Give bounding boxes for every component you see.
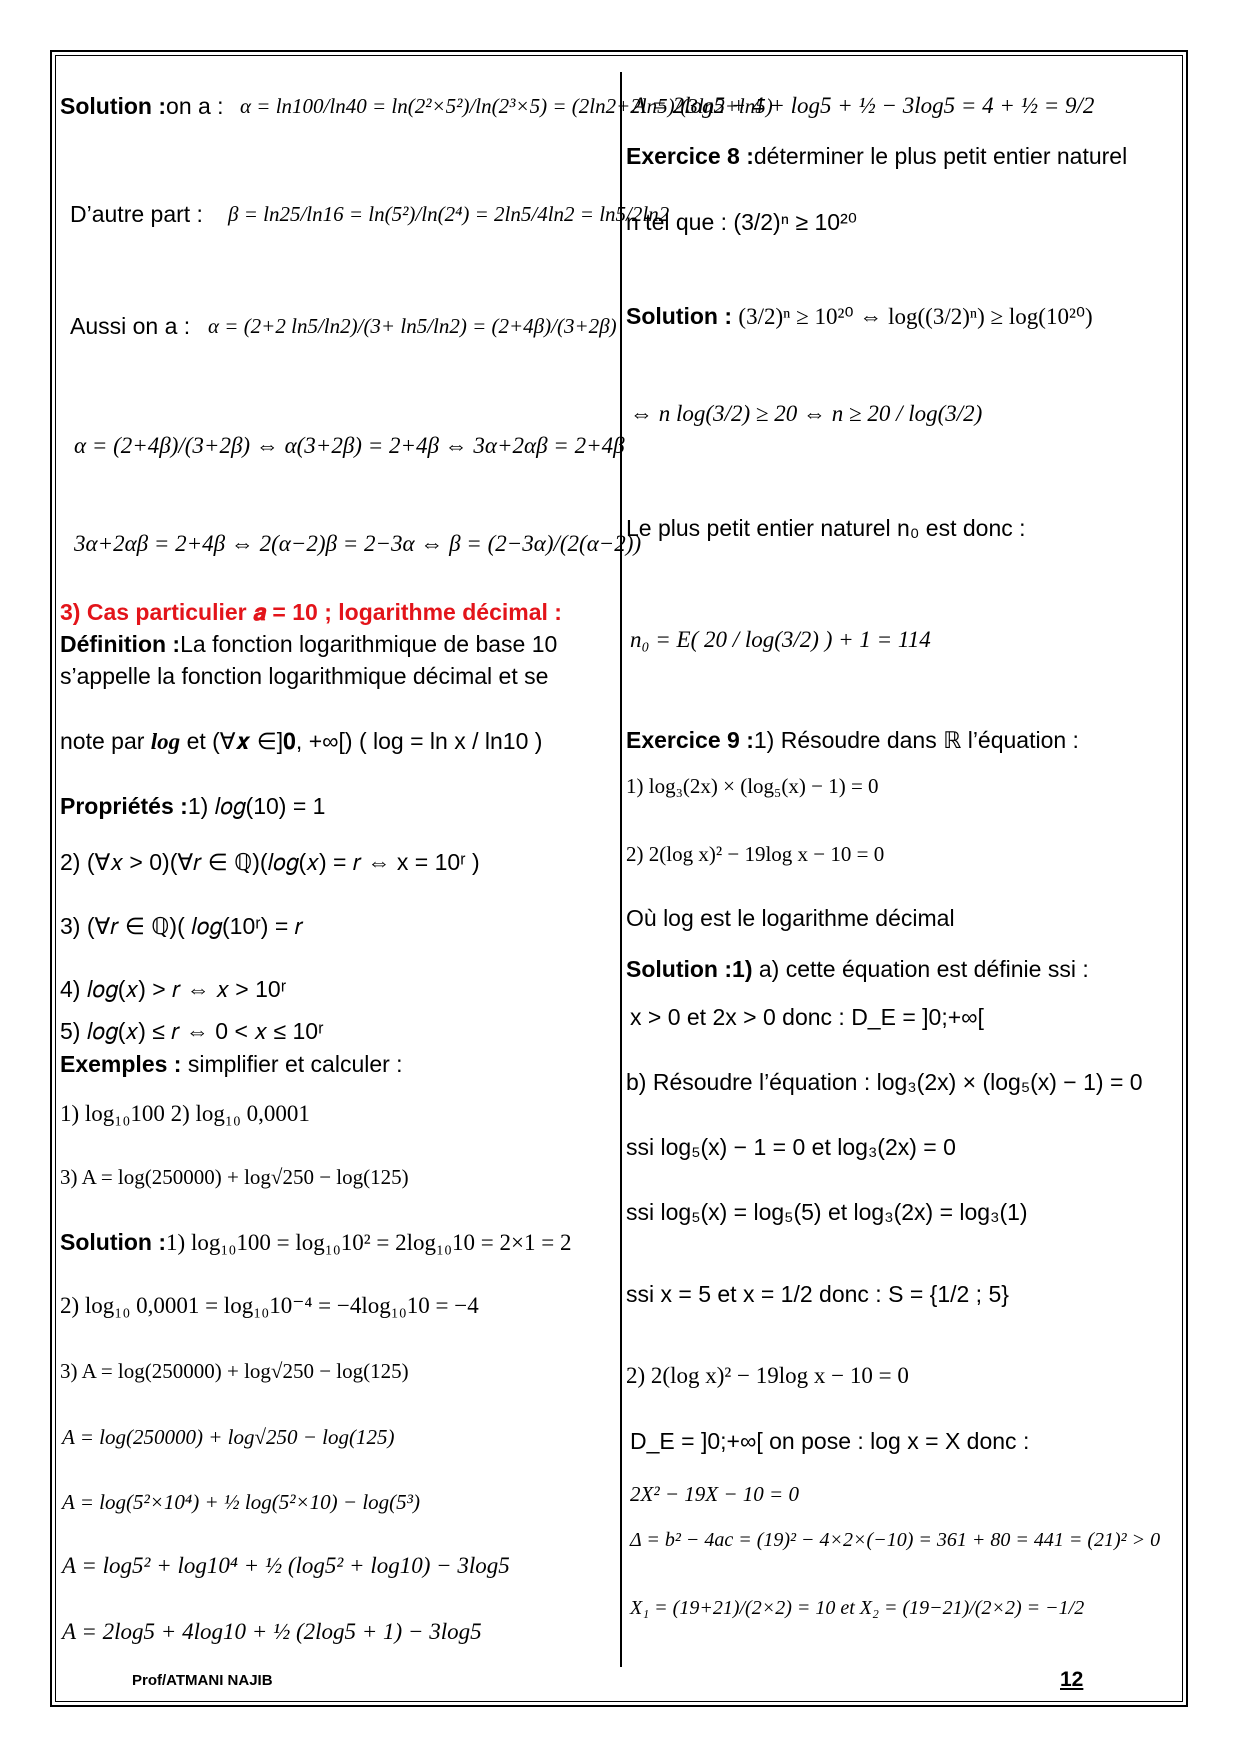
solution-9-label: Solution :1) bbox=[626, 956, 753, 982]
solution-9-line bbox=[626, 955, 1089, 983]
n0-text: Le plus petit entier naturel n₀ est donc : bbox=[626, 515, 1026, 541]
solution-8-line-2: ⇔ n log(3/2) ≥ 20 ⇔ n ≥ 20 / log(3/2) bbox=[630, 401, 983, 426]
solution-9-roots: X₁ = (19+21)/(2×2) = 10 et X₂ = (19−21)/(2×2) = −1/2 bbox=[630, 1597, 1085, 1619]
definition-line-1 bbox=[60, 630, 557, 658]
definition-label: Définition : bbox=[60, 631, 181, 657]
beta-label: D’autre part : bbox=[70, 201, 203, 227]
exercise-8-line-2: n tel que : (3/2)ⁿ ≥ 10²⁰ bbox=[626, 209, 857, 235]
solution-9-ssi-3: ssi x = 5 et x = 1/2 donc : S = {1/2 ; 5} bbox=[626, 1281, 1009, 1307]
page-frame bbox=[50, 50, 1188, 1707]
text: 1) Résoudre dans ℝ l’équation : bbox=[753, 727, 1079, 753]
solution-9-part-2: 2) 2(log x)² − 19log x − 10 = 0 bbox=[626, 1363, 909, 1388]
examples-line bbox=[60, 1050, 403, 1078]
solution-9-b: b) Résoudre l’équation : log₃(2x) × (log₅(x) − 1) = 0 bbox=[626, 1069, 1143, 1095]
solution-label-2: Solution : bbox=[60, 1229, 167, 1255]
exercise-9-note: Où log est le logarithme décimal bbox=[626, 905, 955, 931]
definition-line-2: s’appelle la fonction logarithmique décimal et se bbox=[60, 663, 549, 689]
text: log bbox=[150, 729, 181, 754]
solution-1 bbox=[60, 1228, 571, 1257]
exercise-8-line-1 bbox=[626, 142, 1127, 170]
beta-equation: β = ln25/ln16 = ln(5²)/ln(2⁴) = 2ln5/4ln2 = ln5/2ln2 bbox=[228, 202, 670, 226]
solution-6: A = log5² + log10⁴ + ½ (log5² + log10) − 3log5 bbox=[62, 1553, 510, 1578]
a-result: A = 2log5 + 4 + log5 + ½ − 3log5 = 4 + ½ = 9/2 bbox=[632, 93, 1095, 118]
n0-equation: n₀ = E( 20 / log(3/2) ) + 1 = 114 bbox=[630, 627, 931, 652]
solution-8-label: Solution : bbox=[626, 303, 733, 329]
solution-9-domain: x > 0 et 2x > 0 donc : D_E = ]0;+∞[ bbox=[630, 1004, 984, 1030]
examples-label: Exemples : bbox=[60, 1051, 182, 1077]
solution-9-ssi-2: ssi log₅(x) = log₅(5) et log₃(2x) = log₃(1) bbox=[626, 1199, 1028, 1225]
property-4: 4) 𝑙𝑜𝑔(𝑥) > 𝑟 ⇔ 𝑥 > 10ʳ bbox=[60, 976, 287, 1002]
alpha2-label: Aussi on a : bbox=[70, 313, 191, 339]
text: 1) log₁₀100 = log₁₀10² = 2log₁₀10 = 2×1 = 2 bbox=[166, 1230, 572, 1255]
solution-alpha bbox=[60, 92, 224, 120]
property-3: 3) (∀𝑟 ∈ ℚ)( 𝑙𝑜𝑔(10ʳ) = 𝑟 bbox=[60, 913, 303, 939]
equivalence-line-1: α = (2+4β)/(3+2β) ⇔ α(3+2β) = 2+4β ⇔ 3α+2αβ = 2+4β bbox=[74, 433, 625, 458]
solution-5: A = log(5²×10⁴) + ½ log(5²×10) − log(5³) bbox=[62, 1490, 420, 1514]
text: simplifier et calculer : bbox=[181, 1051, 403, 1077]
text: déterminer le plus petit entier naturel bbox=[753, 143, 1128, 169]
solution-9-delta: Δ = b² − 4ac = (19)² − 4×2×(−10) = 361 + 80 = 441 = (21)² > 0 bbox=[630, 1529, 1161, 1551]
text: a) cette équation est définie ssi : bbox=[752, 956, 1089, 982]
solution-9-pose: D_E = ]0;+∞[ on pose : log x = X donc : bbox=[630, 1428, 1030, 1454]
page-number: 12 bbox=[1060, 1668, 1084, 1691]
text: (3/2)ⁿ ≥ 10²⁰ ⇔ log((3/2)ⁿ) ≥ log(10²⁰) bbox=[738, 304, 1093, 329]
properties-label: Propriétés : bbox=[60, 793, 188, 819]
solution-7: A = 2log5 + 4log10 + ½ (2log5 + 1) − 3log5 bbox=[62, 1619, 482, 1644]
solution-label: Solution : bbox=[60, 93, 167, 119]
solution-3: 3) A = log(250000) + log√250 − log(125) bbox=[60, 1359, 409, 1383]
exercise-9-label: Exercice 9 : bbox=[626, 727, 754, 753]
exercise-9-line bbox=[626, 726, 1079, 754]
properties-line-1 bbox=[60, 792, 325, 820]
example-1-2: 1) log₁₀100 2) log₁₀ 0,0001 bbox=[60, 1101, 310, 1126]
exercise-9-q1: 1) log₃(2x) × (log₅(x) − 1) = 0 bbox=[626, 774, 879, 798]
definition-line-3 bbox=[60, 727, 542, 756]
property-2: 2) (∀𝑥 > 0)(∀𝑟 ∈ ℚ)(𝑙𝑜𝑔(𝑥) = 𝑟 ⇔ x = 10ʳ ) bbox=[60, 849, 480, 875]
solution-4: A = log(250000) + log√250 − log(125) bbox=[62, 1425, 395, 1449]
text: note par bbox=[60, 728, 151, 754]
solution-9-quadratic: 2X² − 19X − 10 = 0 bbox=[630, 1482, 799, 1506]
footer-author: Prof/ATMANI NAJIB bbox=[132, 1672, 273, 1689]
equivalence-line-2: 3α+2αβ = 2+4β ⇔ 2(α−2)β = 2−3α ⇔ β = (2−3α)/(2(α−2)) bbox=[74, 531, 642, 556]
alpha2-equation: α = (2+2 ln5/ln2)/(3+ ln5/ln2) = (2+4β)/(3+2β) bbox=[208, 314, 617, 338]
text: 1) 𝑙𝑜𝑔(10) = 1 bbox=[187, 793, 326, 819]
exercise-8-label: Exercice 8 : bbox=[626, 143, 754, 169]
example-3: 3) A = log(250000) + log√250 − log(125) bbox=[60, 1165, 409, 1189]
exercise-9-q2: 2) 2(log x)² − 19log x − 10 = 0 bbox=[626, 842, 885, 866]
solution-9-ssi-1: ssi log₅(x) − 1 = 0 et log₃(2x) = 0 bbox=[626, 1134, 956, 1160]
section-title: 3) Cas particulier 𝒂 = 10 ; logarithme décimal : bbox=[60, 599, 562, 625]
solution-2: 2) log₁₀ 0,0001 = log₁₀10⁻⁴ = −4log₁₀10 = −4 bbox=[60, 1293, 479, 1318]
property-5: 5) 𝑙𝑜𝑔(𝑥) ≤ 𝑟 ⇔ 0 < 𝑥 ≤ 10ʳ bbox=[60, 1018, 324, 1044]
text: on a : bbox=[166, 93, 224, 119]
text: La fonction logarithmique de base 10 bbox=[180, 631, 558, 657]
text: et (∀𝒙 ∈]𝟎, +∞[) ( log = ln x / ln10 ) bbox=[180, 728, 543, 754]
solution-8-line-1 bbox=[626, 302, 1093, 331]
column-divider bbox=[620, 72, 622, 1667]
alpha-equation: α = ln100/ln40 = ln(2²×5²)/ln(2³×5) = (2ln2+2ln5)/(3ln2+ln5) bbox=[240, 94, 773, 118]
